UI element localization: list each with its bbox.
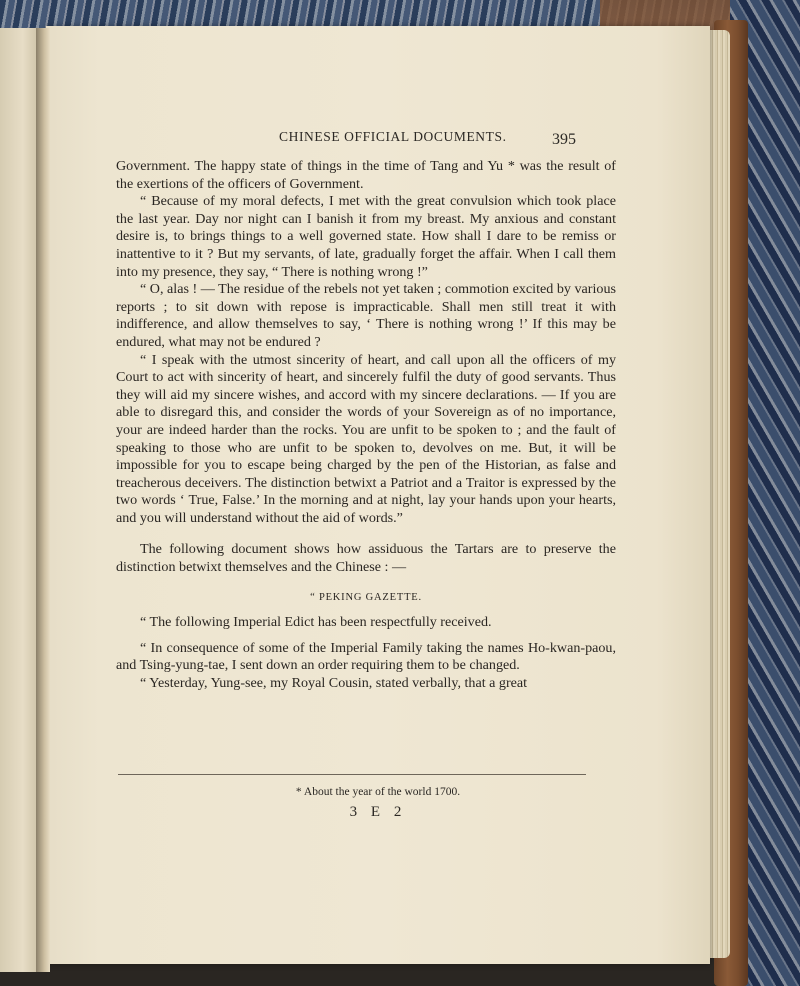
paragraph: Government. The happy state of things in the time of Tang and Yu * was the result of the exertions of the officers of Government. bbox=[116, 158, 616, 192]
paragraph: “ O, alas ! — The residue of the rebels not yet taken ; commotion excited by various reports ; to sit down with repose is impracticable. Shall men still treat it with indifference, and allow themselves to say, ‘ There is nothing wrong !’ If this may be endured, what may not be endured ? bbox=[116, 281, 616, 350]
section-heading: “ PEKING GAZETTE. bbox=[310, 591, 422, 603]
page-number: 395 bbox=[552, 131, 576, 148]
gutter-shadow bbox=[36, 28, 50, 972]
paragraph: “ The following Imperial Edict has been respectfully received. bbox=[140, 614, 492, 631]
page-header bbox=[46, 129, 710, 153]
paragraph: “ In consequence of some of the Imperial Family taking the names Ho-kwan-paou, and Tsing-yung-tae, I sent down an order requiring them to be changed. bbox=[116, 639, 616, 674]
paragraph: The following document shows how assiduous the Tartars are to preserve the distinction betwixt themselves and the Chinese : — bbox=[116, 541, 616, 576]
paragraph: “ Yesterday, Yung-see, my Royal Cousin, stated verbally, that a great bbox=[140, 675, 528, 692]
paragraph: “ Because of my moral defects, I met with the great convulsion which took place the last year. Day nor night can I banish it from my breast. My anxious and constant desire is, to brings things to a well governed state. How shall I dare to be remiss or inattentive to it ? But my servants, of late, gradually forget the affair. When I call them into my presence, they say, “ There is nothing wrong !” bbox=[116, 193, 616, 280]
book-page bbox=[46, 26, 710, 964]
signature-mark: 3 E 2 bbox=[349, 804, 407, 820]
footnote-rule bbox=[118, 774, 586, 775]
footnote: * About the year of the world 1700. bbox=[295, 786, 461, 798]
running-title: CHINESE OFFICIAL DOCUMENTS. bbox=[279, 129, 507, 144]
page-body bbox=[116, 158, 616, 693]
paragraph: “ I speak with the utmost sincerity of heart, and call upon all the officers of my Court to act with sincerity of heart, and sincerely fulfil the duty of good servants. Thus they will aid my sincere wishes, and accord with my sincere declarations. — If you are able to disregard this, and consider the words of your Sovereign as of no importance, your are indeed harder than the rocks. You are unfit to be spoken to ; and the fault of speaking to those who are unfit to be spoken to, devolves on me. But, it will be impossible for you to escape being charged by the pen of the Historian, as false and treacherous deceivers. The distinction betwixt a Patriot and a Traitor is expressed by the two words ‘ True, False.’ In the morning and at night, lay your hands upon your hearts, and you will understand without the aid of words.” bbox=[116, 351, 616, 526]
facing-page-edge bbox=[0, 28, 39, 972]
